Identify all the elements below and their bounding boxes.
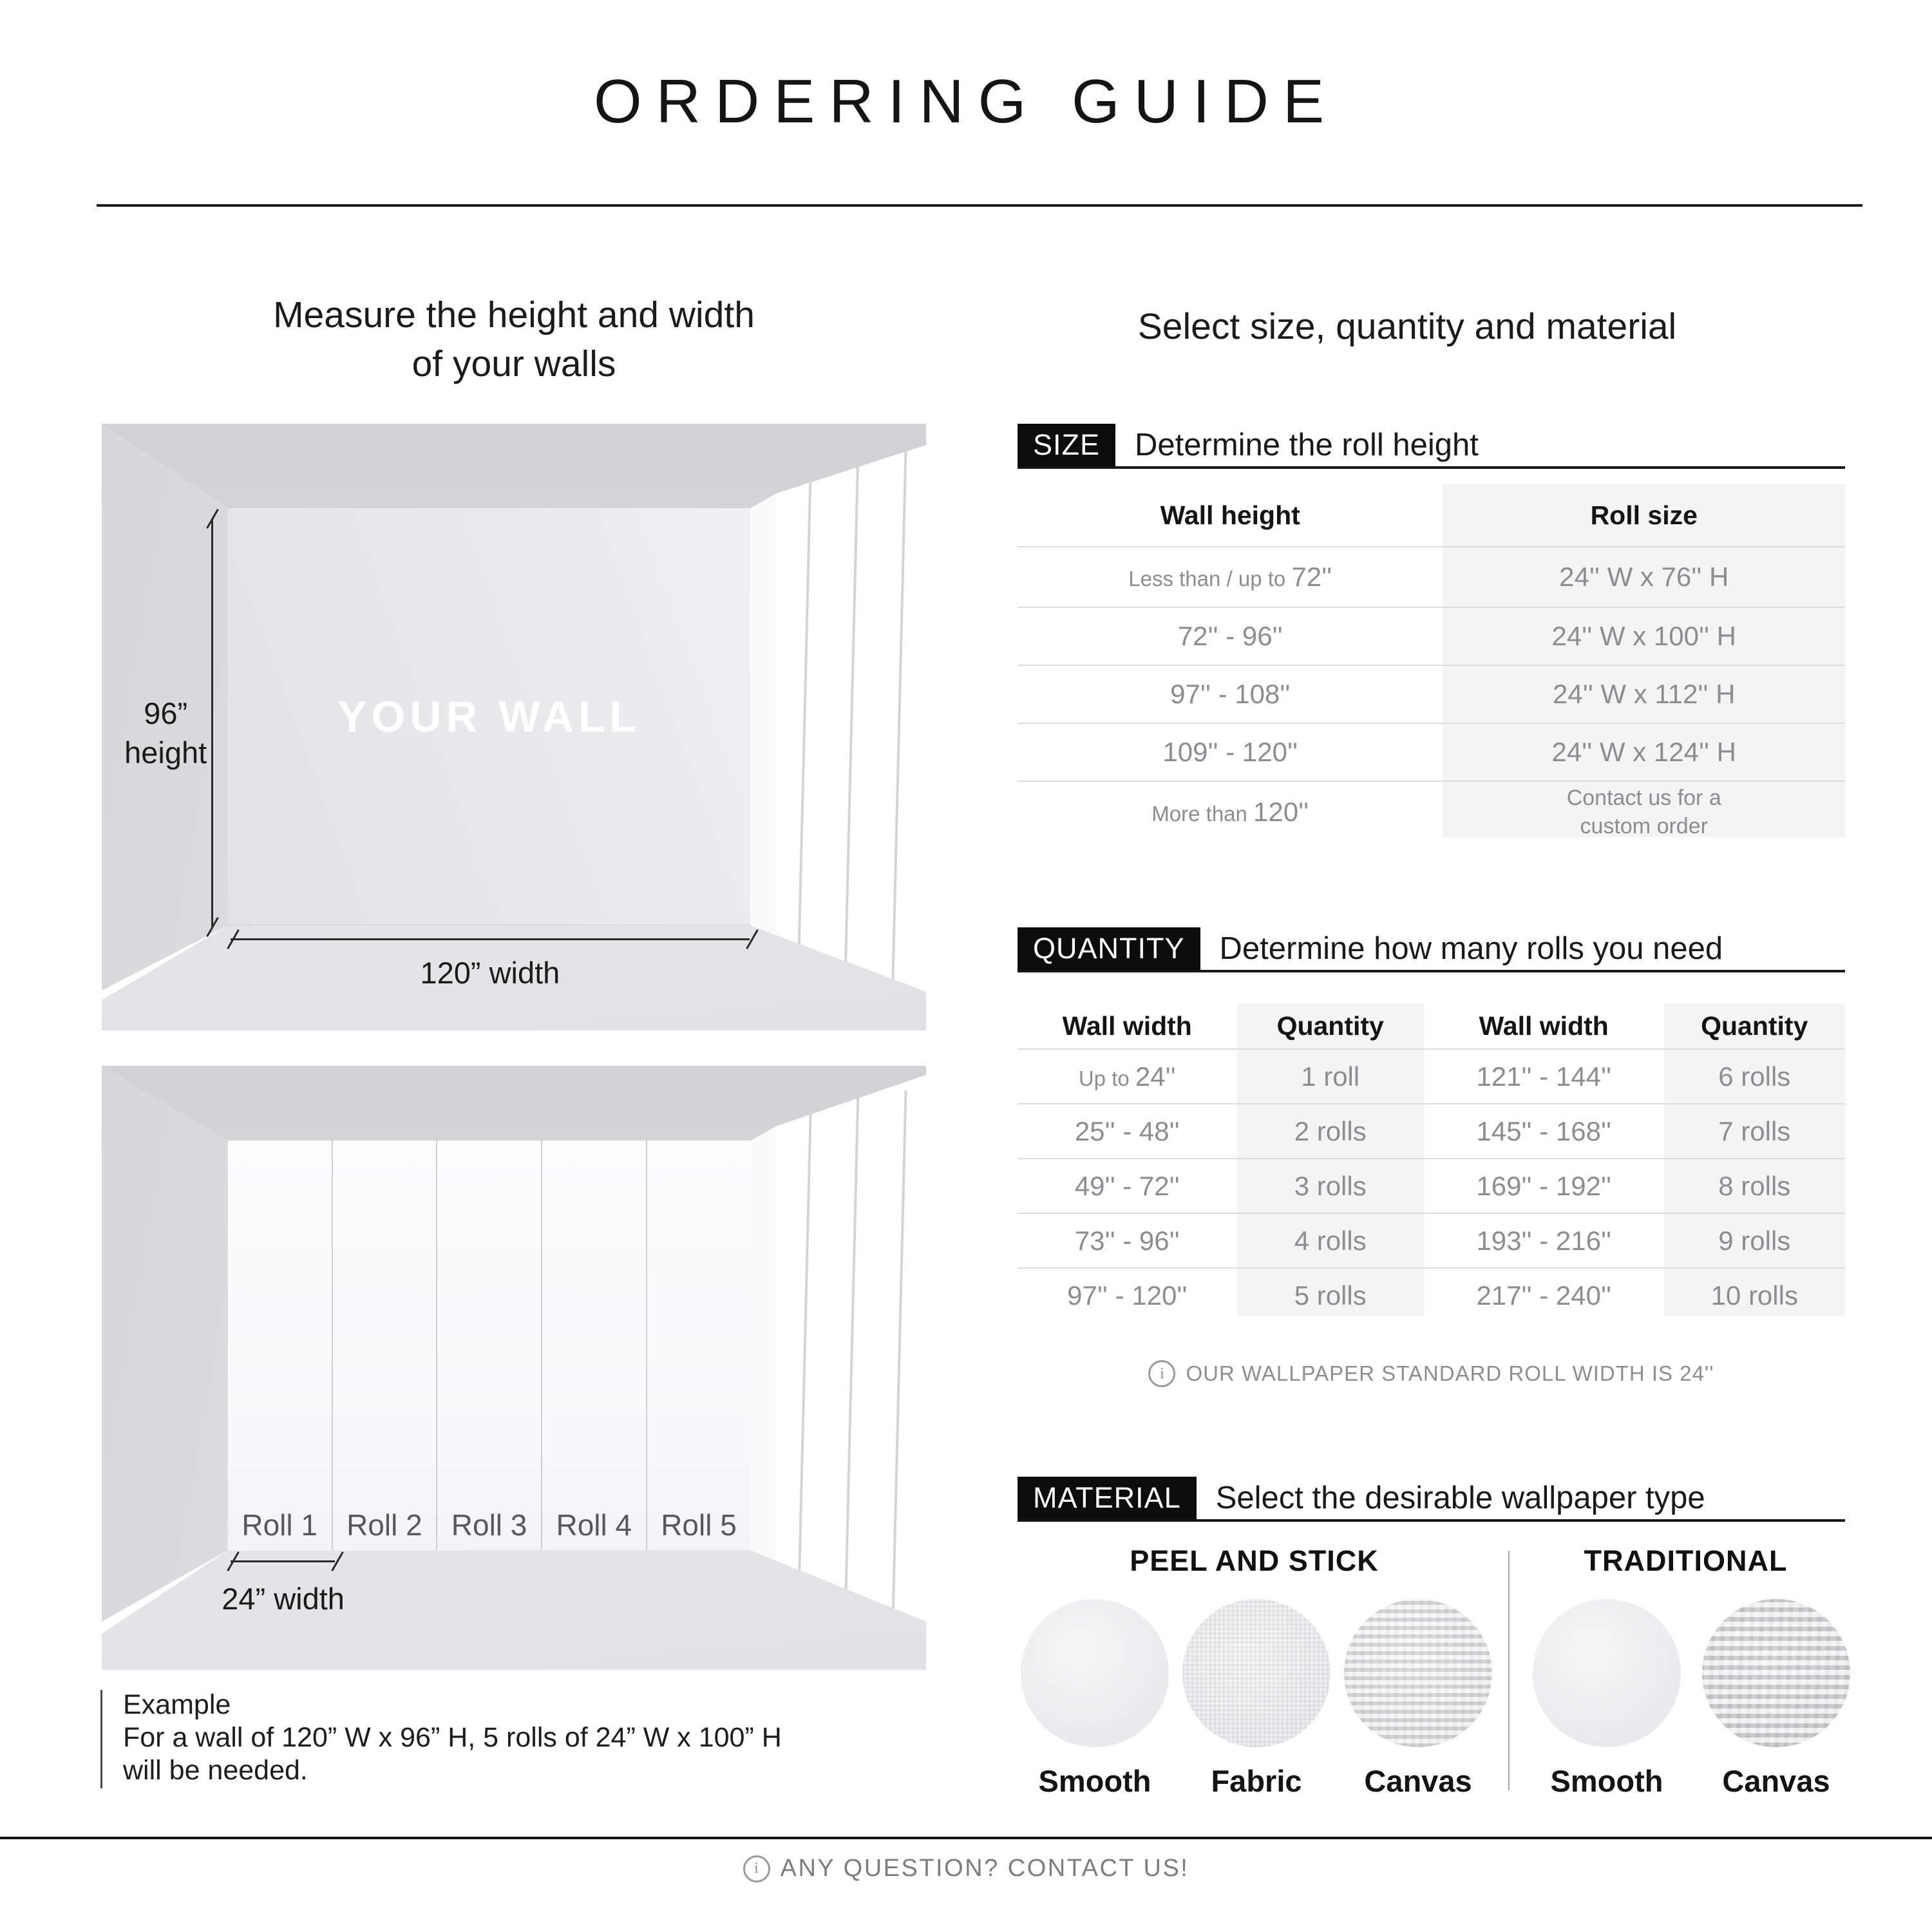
material-section-header — [1018, 1477, 1845, 1522]
footer-note — [0, 1855, 1932, 1882]
quantity-value: 3 rolls — [1294, 1170, 1367, 1201]
height-value: 96” — [144, 696, 188, 731]
your-wall-label: YOUR WALL — [337, 692, 641, 741]
wall-height-value: 120'' — [1253, 797, 1309, 827]
swatch-label: Canvas — [1722, 1764, 1830, 1798]
qty-col-quantity-1: Quantity — [1276, 1010, 1384, 1041]
info-icon: i — [743, 1855, 770, 1882]
wall-width-value: 193'' - 216'' — [1476, 1225, 1612, 1256]
size-section-header — [1018, 424, 1845, 469]
size-badge: SIZE — [1018, 424, 1115, 466]
size-col-roll-size: Roll size — [1590, 500, 1698, 530]
wall-width-prefix: Up to — [1078, 1066, 1135, 1090]
roll-label: Roll 5 — [661, 1508, 737, 1542]
material-badge: MATERIAL — [1018, 1477, 1197, 1519]
wall-width-value: 97'' - 120'' — [1067, 1280, 1188, 1311]
wall-height-value: 109'' - 120'' — [1162, 737, 1298, 767]
window-mullion — [891, 448, 907, 1006]
wall-height-prefix: Less than / up to — [1128, 567, 1292, 591]
quantity-value: 8 rolls — [1718, 1170, 1791, 1201]
window-mullion — [844, 448, 860, 1006]
left-heading-line1: Measure the height and width — [273, 294, 755, 336]
quantity-value: 5 rolls — [1294, 1280, 1367, 1311]
wall-height-value: 97'' - 108'' — [1170, 679, 1291, 709]
roll-size-value: 24'' W x 76'' H — [1559, 562, 1729, 592]
size-table-row — [1018, 781, 1845, 842]
roll-panel — [228, 1141, 333, 1550]
page-title: ORDERING GUIDE — [593, 67, 1339, 136]
room-illustration-measure — [102, 424, 926, 1030]
size-table-row — [1018, 723, 1845, 781]
size-subtitle: Determine the roll height — [1135, 428, 1479, 462]
wall-width-value: 24'' — [1135, 1061, 1176, 1092]
swatch-label: Canvas — [1364, 1764, 1472, 1798]
wall-width-value: 217'' - 240'' — [1476, 1280, 1612, 1311]
size-table-row — [1018, 607, 1845, 665]
quantity-table — [1018, 1003, 1845, 1316]
material-group-divider — [1508, 1551, 1510, 1790]
roll-panel — [542, 1141, 647, 1550]
size-col-wall-height: Wall height — [1160, 500, 1300, 530]
wall-height-prefix: More than — [1151, 802, 1254, 826]
quantity-table-row — [1018, 1048, 1845, 1103]
roll-label: Roll 1 — [242, 1508, 317, 1542]
qty-col-wall-width-1: Wall width — [1062, 1010, 1192, 1041]
wall-width-value: 145'' - 168'' — [1476, 1115, 1612, 1146]
quantity-table-row — [1018, 1267, 1845, 1323]
roll-label: Roll 3 — [451, 1508, 527, 1542]
window-mullion — [844, 1090, 860, 1646]
size-table-row — [1018, 665, 1845, 723]
quantity-value: 1 roll — [1301, 1061, 1360, 1092]
wall-width-value: 121'' - 144'' — [1476, 1061, 1612, 1092]
width-dimension-label: 120” width — [420, 956, 560, 990]
quantity-value: 2 rolls — [1294, 1115, 1367, 1146]
room-illustration-rolls — [102, 1066, 926, 1670]
swatch-canvas-traditional — [1702, 1599, 1850, 1747]
roll-label: Roll 4 — [556, 1508, 632, 1542]
footer-divider — [0, 1837, 1932, 1839]
size-table — [1018, 484, 1845, 837]
window-mullion — [797, 448, 813, 1006]
roll-width-note-text: OUR WALLPAPER STANDARD ROLL WIDTH IS 24'' — [1186, 1361, 1714, 1385]
footer-note-text: ANY QUESTION? CONTACT US! — [780, 1855, 1189, 1882]
roll-panel — [437, 1141, 542, 1550]
swatch-smooth-peel — [1021, 1599, 1169, 1747]
roll-panel — [333, 1141, 438, 1550]
quantity-value: 6 rolls — [1718, 1061, 1791, 1092]
swatch-smooth-traditional — [1533, 1599, 1681, 1747]
roll-width-dimension-label: 24” width — [222, 1582, 345, 1616]
quantity-table-row — [1018, 1103, 1845, 1158]
roll-width-note — [1018, 1360, 1845, 1387]
quantity-value: 10 rolls — [1710, 1280, 1798, 1311]
material-group-peel-and-stick: PEEL AND STICK — [1130, 1544, 1379, 1577]
width-measure-line — [231, 938, 750, 940]
example-note — [100, 1690, 896, 1788]
height-word: height — [124, 735, 207, 770]
roll-size-value: 24'' W x 112'' H — [1553, 679, 1736, 709]
qty-col-wall-width-2: Wall width — [1479, 1010, 1609, 1041]
wall-width-value: 49'' - 72'' — [1074, 1170, 1180, 1201]
quantity-subtitle: Determine how many rolls you need — [1219, 931, 1723, 966]
material-group-traditional: TRADITIONAL — [1584, 1544, 1788, 1577]
info-icon: i — [1148, 1360, 1175, 1387]
swatch-fabric-peel — [1182, 1599, 1331, 1747]
quantity-table-row — [1018, 1213, 1845, 1267]
roll-width-measure-line — [231, 1560, 336, 1562]
window-mullion — [891, 1090, 907, 1646]
quantity-table-header-row — [1018, 1003, 1845, 1048]
qty-col-quantity-2: Quantity — [1701, 1010, 1808, 1041]
swatch-label: Smooth — [1550, 1764, 1663, 1798]
wall-width-value: 25'' - 48'' — [1074, 1115, 1180, 1146]
quantity-section-header — [1018, 927, 1845, 972]
quantity-value: 9 rolls — [1718, 1225, 1791, 1256]
swatch-label: Fabric — [1211, 1764, 1302, 1798]
example-title: Example — [123, 1689, 231, 1720]
size-table-header-row — [1018, 484, 1845, 546]
window-mullion — [797, 1090, 813, 1646]
wall-height-value: 72'' - 96'' — [1177, 621, 1283, 651]
material-subtitle: Select the desirable wallpaper type — [1215, 1481, 1705, 1515]
example-line1: For a wall of 120” W x 96” H, 5 rolls of 24” W x 100” H — [123, 1721, 782, 1753]
swatch-canvas-peel — [1344, 1599, 1492, 1747]
quantity-value: 4 rolls — [1294, 1225, 1367, 1256]
wall-height-value: 72'' — [1291, 562, 1332, 592]
swatch-label: Smooth — [1038, 1764, 1151, 1798]
height-dimension-label — [114, 694, 217, 772]
roll-size-value: 24'' W x 124'' H — [1551, 737, 1736, 767]
example-line2: will be needed. — [123, 1754, 308, 1786]
roll-panel — [647, 1141, 751, 1550]
quantity-value: 7 rolls — [1718, 1115, 1791, 1146]
size-table-row — [1018, 546, 1845, 607]
wall-width-value: 73'' - 96'' — [1074, 1225, 1180, 1256]
wallpaper-roll-panels — [228, 1141, 751, 1550]
wall-width-value: 169'' - 192'' — [1476, 1170, 1612, 1201]
left-heading-line2: of your walls — [412, 343, 616, 384]
quantity-table-row — [1018, 1158, 1845, 1213]
roll-size-line2: custom order — [1580, 814, 1708, 838]
roll-label: Roll 2 — [346, 1508, 422, 1542]
roll-size-value: 24'' W x 100'' H — [1551, 621, 1736, 651]
quantity-badge: QUANTITY — [1018, 927, 1200, 970]
header-divider — [97, 204, 1862, 207]
right-column-heading: Select size, quantity and material — [1137, 306, 1677, 347]
roll-size-line1: Contact us for a — [1566, 785, 1721, 810]
left-column-heading — [102, 291, 926, 389]
